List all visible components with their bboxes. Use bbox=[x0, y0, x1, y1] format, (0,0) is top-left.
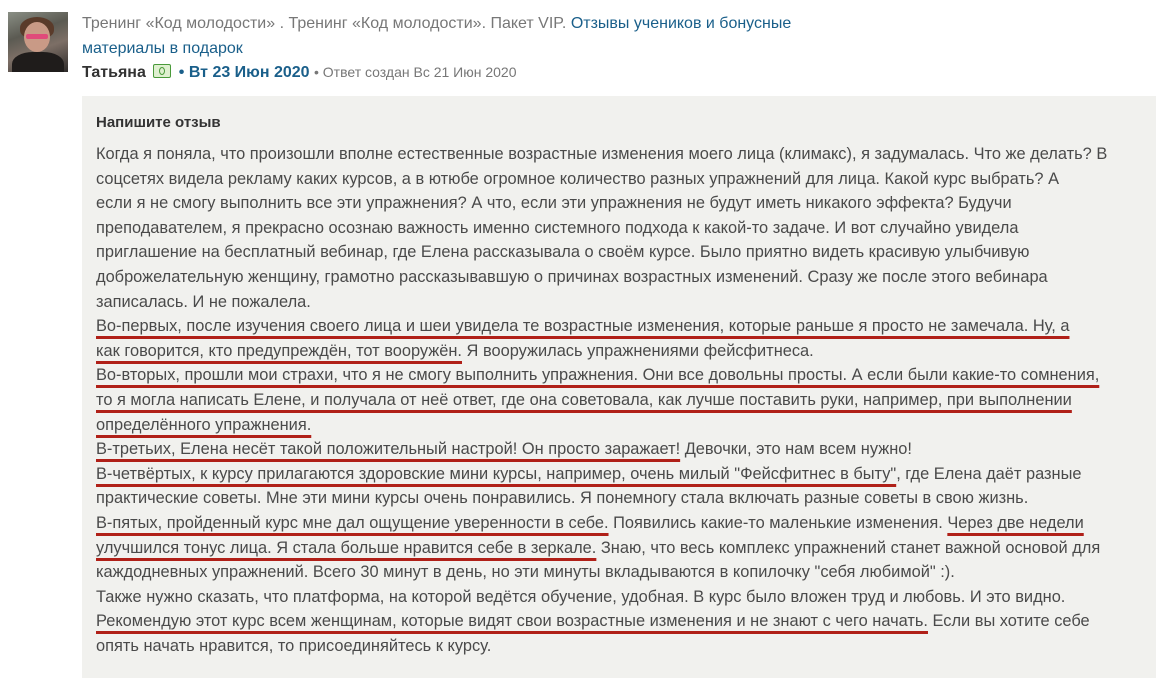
review-panel bbox=[82, 96, 1156, 678]
highlight: Через две недели bbox=[947, 513, 1084, 532]
review-line: Рекомендую этот курс всем женщинам, которые видят свои возрастные изменения и не знают с чего начать. Если вы хотите себе bbox=[96, 612, 1090, 631]
review-line: улучшился тонус лица. Я стала больше нравится себе в зеркале. Знаю, что весь комплекс упражнений станет важной основой для bbox=[96, 538, 1101, 557]
review-title bbox=[82, 11, 862, 61]
review-line: соцсетях видела рекламу каких курсов, а в ютюбе огромное количество разных упражнений для лица. Какой курс выбрать? А bbox=[96, 169, 1060, 188]
answer-created: • Ответ создан Вс 21 Июн 2020 bbox=[314, 64, 517, 80]
review-text bbox=[96, 142, 1146, 658]
separator-dot: • bbox=[178, 64, 185, 81]
highlight: определённого упражнения. bbox=[96, 415, 312, 434]
title-prefix: Тренинг «Код молодости» . Тренинг «Код молодости». Пакет VIP. bbox=[82, 15, 567, 32]
review-meta bbox=[82, 61, 517, 84]
review-line: В-пятых, пройденный курс мне дал ощущение уверенности в себе. Появились какие-то маленькие изменения. Через две недели bbox=[96, 513, 1084, 532]
review-date[interactable]: Вт 23 Июн 2020 bbox=[188, 64, 310, 81]
review-line: практические советы. Мне эти мини курсы очень понравились. Я понемногу стала включать разные советы в свою жизнь. bbox=[96, 489, 1029, 508]
author-name[interactable]: Татьяна bbox=[82, 64, 146, 81]
highlight: улучшился тонус лица. Я стала больше нравится себе в зеркале. bbox=[96, 538, 597, 557]
review-line: В-третьих, Елена несёт такой положительный настрой! Он просто заражает! Девочки, это нам всем нужно! bbox=[96, 440, 912, 459]
review-line: каждодневных упражнений. Всего 30 минут в день, но эти минуты вкладываются в копилочку "себя любимой" :). bbox=[96, 563, 955, 582]
highlight: как говорится, кто предупреждён, тот вооружён. bbox=[96, 341, 462, 360]
review-line: доброжелательную женщину, грамотно рассказывавшую о причинах возрастных изменений. Сразу же после этого вебинара bbox=[96, 267, 1048, 286]
highlight: В-четвёртых, к курсу прилагаются здоровские мини курсы, например, очень милый "Фейсфитнес в быту" bbox=[96, 464, 897, 483]
review-line: преподавателем, я прекрасно осознаю важность именно системного подхода к какой-то задаче. И вот случайно увидела bbox=[96, 218, 1019, 237]
review-line bbox=[96, 413, 1146, 438]
highlight: то я могла написать Елене, и получала от неё ответ, где она советовала, как лучше поставить руки, например, при выполнении bbox=[96, 390, 1072, 409]
review-line: опять начать нравится, то присоединяйтесь к курсу. bbox=[96, 636, 492, 655]
highlight: В-пятых, пройденный курс мне дал ощущение уверенности в себе. bbox=[96, 513, 609, 532]
avatar[interactable] bbox=[8, 12, 68, 72]
review-line bbox=[96, 314, 1146, 339]
review-line bbox=[96, 363, 1146, 388]
title-link[interactable]: Отзывы учеников и бонусные материалы в подарок bbox=[82, 15, 792, 57]
review-line: Также нужно сказать, что платформа, на которой ведётся обучение, удобная. В курс было вложен труд и любовь. И это видно. bbox=[96, 587, 1066, 606]
highlight: Рекомендую этот курс всем женщинам, которые видят свои возрастные изменения и не знают с чего начать. bbox=[96, 612, 928, 631]
review-line: приглашение на бесплатный вебинар, где Елена рассказывала о своём курсе. Было приятно видеть красивую улыбчивую bbox=[96, 243, 1030, 262]
money-badge-icon bbox=[153, 64, 171, 78]
review-line: как говорится, кто предупреждён, тот вооружён. Я вооружилась упражнениями фейсфитнеса. bbox=[96, 341, 814, 360]
panel-title: Напишите отзыв bbox=[96, 114, 221, 131]
highlight: Во-вторых, прошли мои страхи, что я не смогу выполнить упражнения. Они все довольны просты. А если были какие-то сомнения, bbox=[96, 366, 1100, 385]
highlight: В-третьих, Елена несёт такой положительный настрой! Он просто заражает! bbox=[96, 440, 681, 459]
review-line: если я не смогу выполнить все эти упражнения? А что, если эти упражнения не будут иметь никакого эффекта? Будучи bbox=[96, 194, 1012, 213]
review-line bbox=[96, 388, 1146, 413]
review-line: В-четвёртых, к курсу прилагаются здоровские мини курсы, например, очень милый "Фейсфитнес в быту", где Елена даёт разные bbox=[96, 464, 1082, 483]
review-line: записалась. И не пожалела. bbox=[96, 292, 311, 311]
review-line: Когда я поняла, что произошли вполне естественные возрастные изменения моего лица (климакс), я задумалась. Что же делать? В bbox=[96, 145, 1108, 163]
highlight: Во-первых, после изучения своего лица и шеи увидела те возрастные изменения, которые раньше я просто не замечала. Ну, а bbox=[96, 317, 1070, 336]
